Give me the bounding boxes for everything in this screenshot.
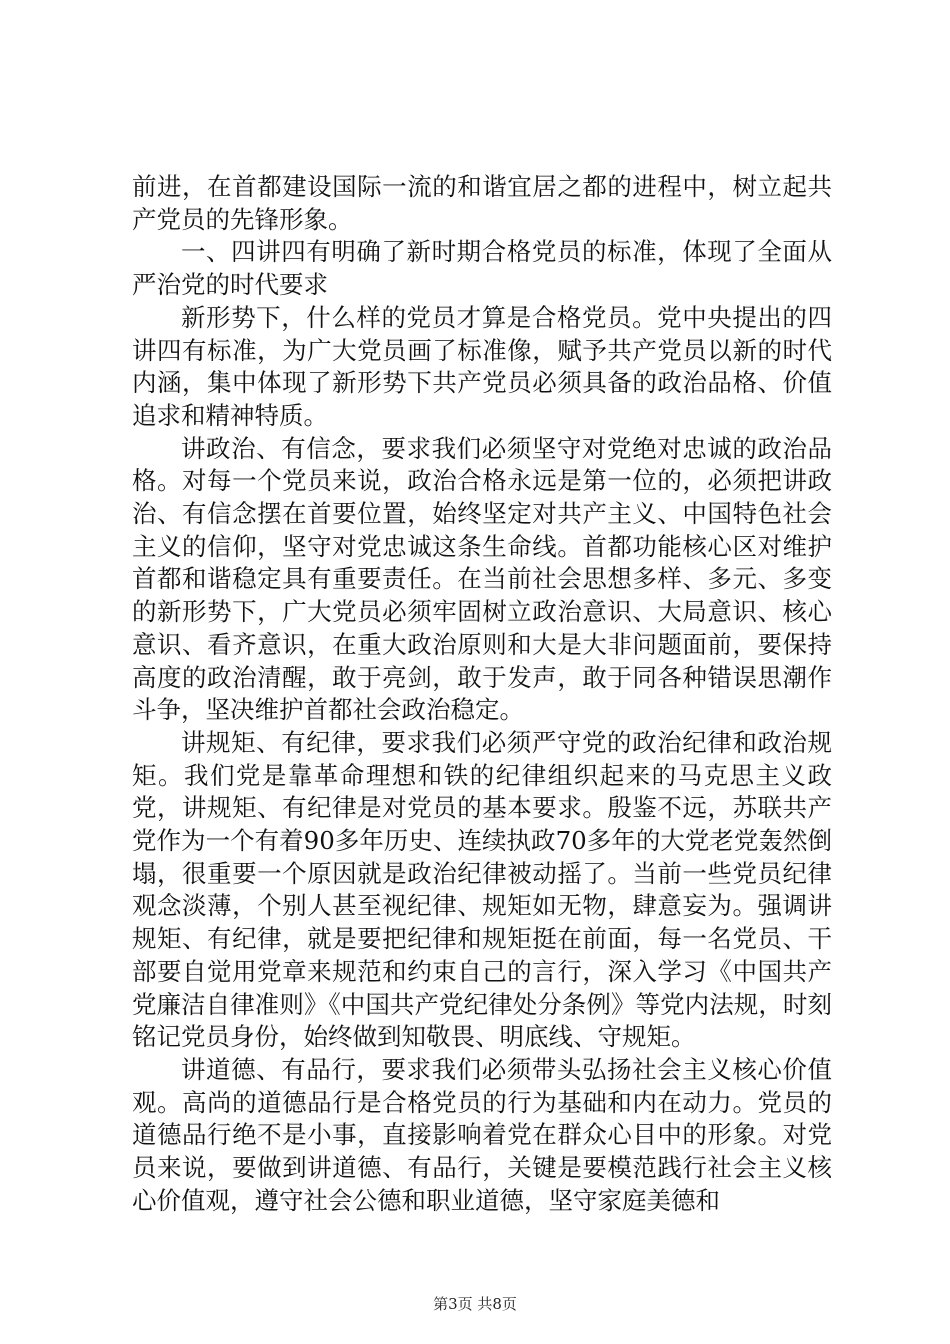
paragraph-5: 讲道德、有品行，要求我们必须带头弘扬社会主义核心价值观。高尚的道德品行是合格党员的行为基础和内在动力。党员的道德品行绝不是小事，直接影响着党在群众心目中的形象。对党员来说，要做到讲道德、有品行，关键是要模范践行社会主义核心价值观，遵守社会公德和职业道德，坚守家庭美德和 (132, 1054, 832, 1215)
paragraph-1: 前进，在首都建设国际一流的和谐宜居之都的进程中，树立起共产党员的先锋形象。 (132, 172, 832, 234)
document-body (132, 171, 832, 1218)
paragraph-4: 讲规矩、有纪律，要求我们必须严守党的政治纪律和政治规矩。我们党是靠革命理想和铁的纪律组织起来的马克思主义政党，讲规矩、有纪律是对党员的基本要求。殷鉴不远，苏联共产党作为一个有着90多年历史、连续执政70多年的大党老党轰然倒塌，很重要一个原因就是政治纪律被动摇了。当前一些党员纪律观念淡薄，个别人甚至视纪律、规矩如无物，肆意妄为。强调讲规矩、有纪律，就是要把纪律和规矩挺在前面，每一名党员、干部要自觉用党章来规范和约束自己的言行，深入学习《中国共产党廉洁自律准则》《中国共产党纪律处分条例》等党内法规，时刻铭记党员身份，始终做到知敬畏、明底线、守规矩。 (132, 727, 832, 1052)
paragraph-3: 讲政治、有信念，要求我们必须坚守对党绝对忠诚的政治品格。对每一个党员来说，政治合格永远是第一位的，必须把讲政治、有信念摆在首要位置，始终坚定对共产主义、中国特色社会主义的信仰，坚守对党忠诚这条生命线。首都功能核心区对维护首都和谐稳定具有重要责任。在当前社会思想多样、多元、多变的新形势下，广大党员必须牢固树立政治意识、大局意识、核心意识、看齐意识，在重大政治原则和大是大非问题面前，要保持高度的政治清醒，敢于亮剑，敢于发声，敢于同各种错误思潮作斗争，坚决维护首都社会政治稳定。 (132, 433, 832, 725)
page-footer: 第3页 共8页 (433, 1295, 517, 1313)
paragraph-2: 新形势下，什么样的党员才算是合格党员。党中央提出的四讲四有标准，为广大党员画了标准像，赋予共产党员以新的时代内涵，集中体现了新形势下共产党员必须具备的政治品格、价值追求和精神特质。 (132, 302, 832, 430)
section-heading-1: 一、四讲四有明确了新时期合格党员的标准，体现了全面从严治党的时代要求 (132, 237, 832, 300)
